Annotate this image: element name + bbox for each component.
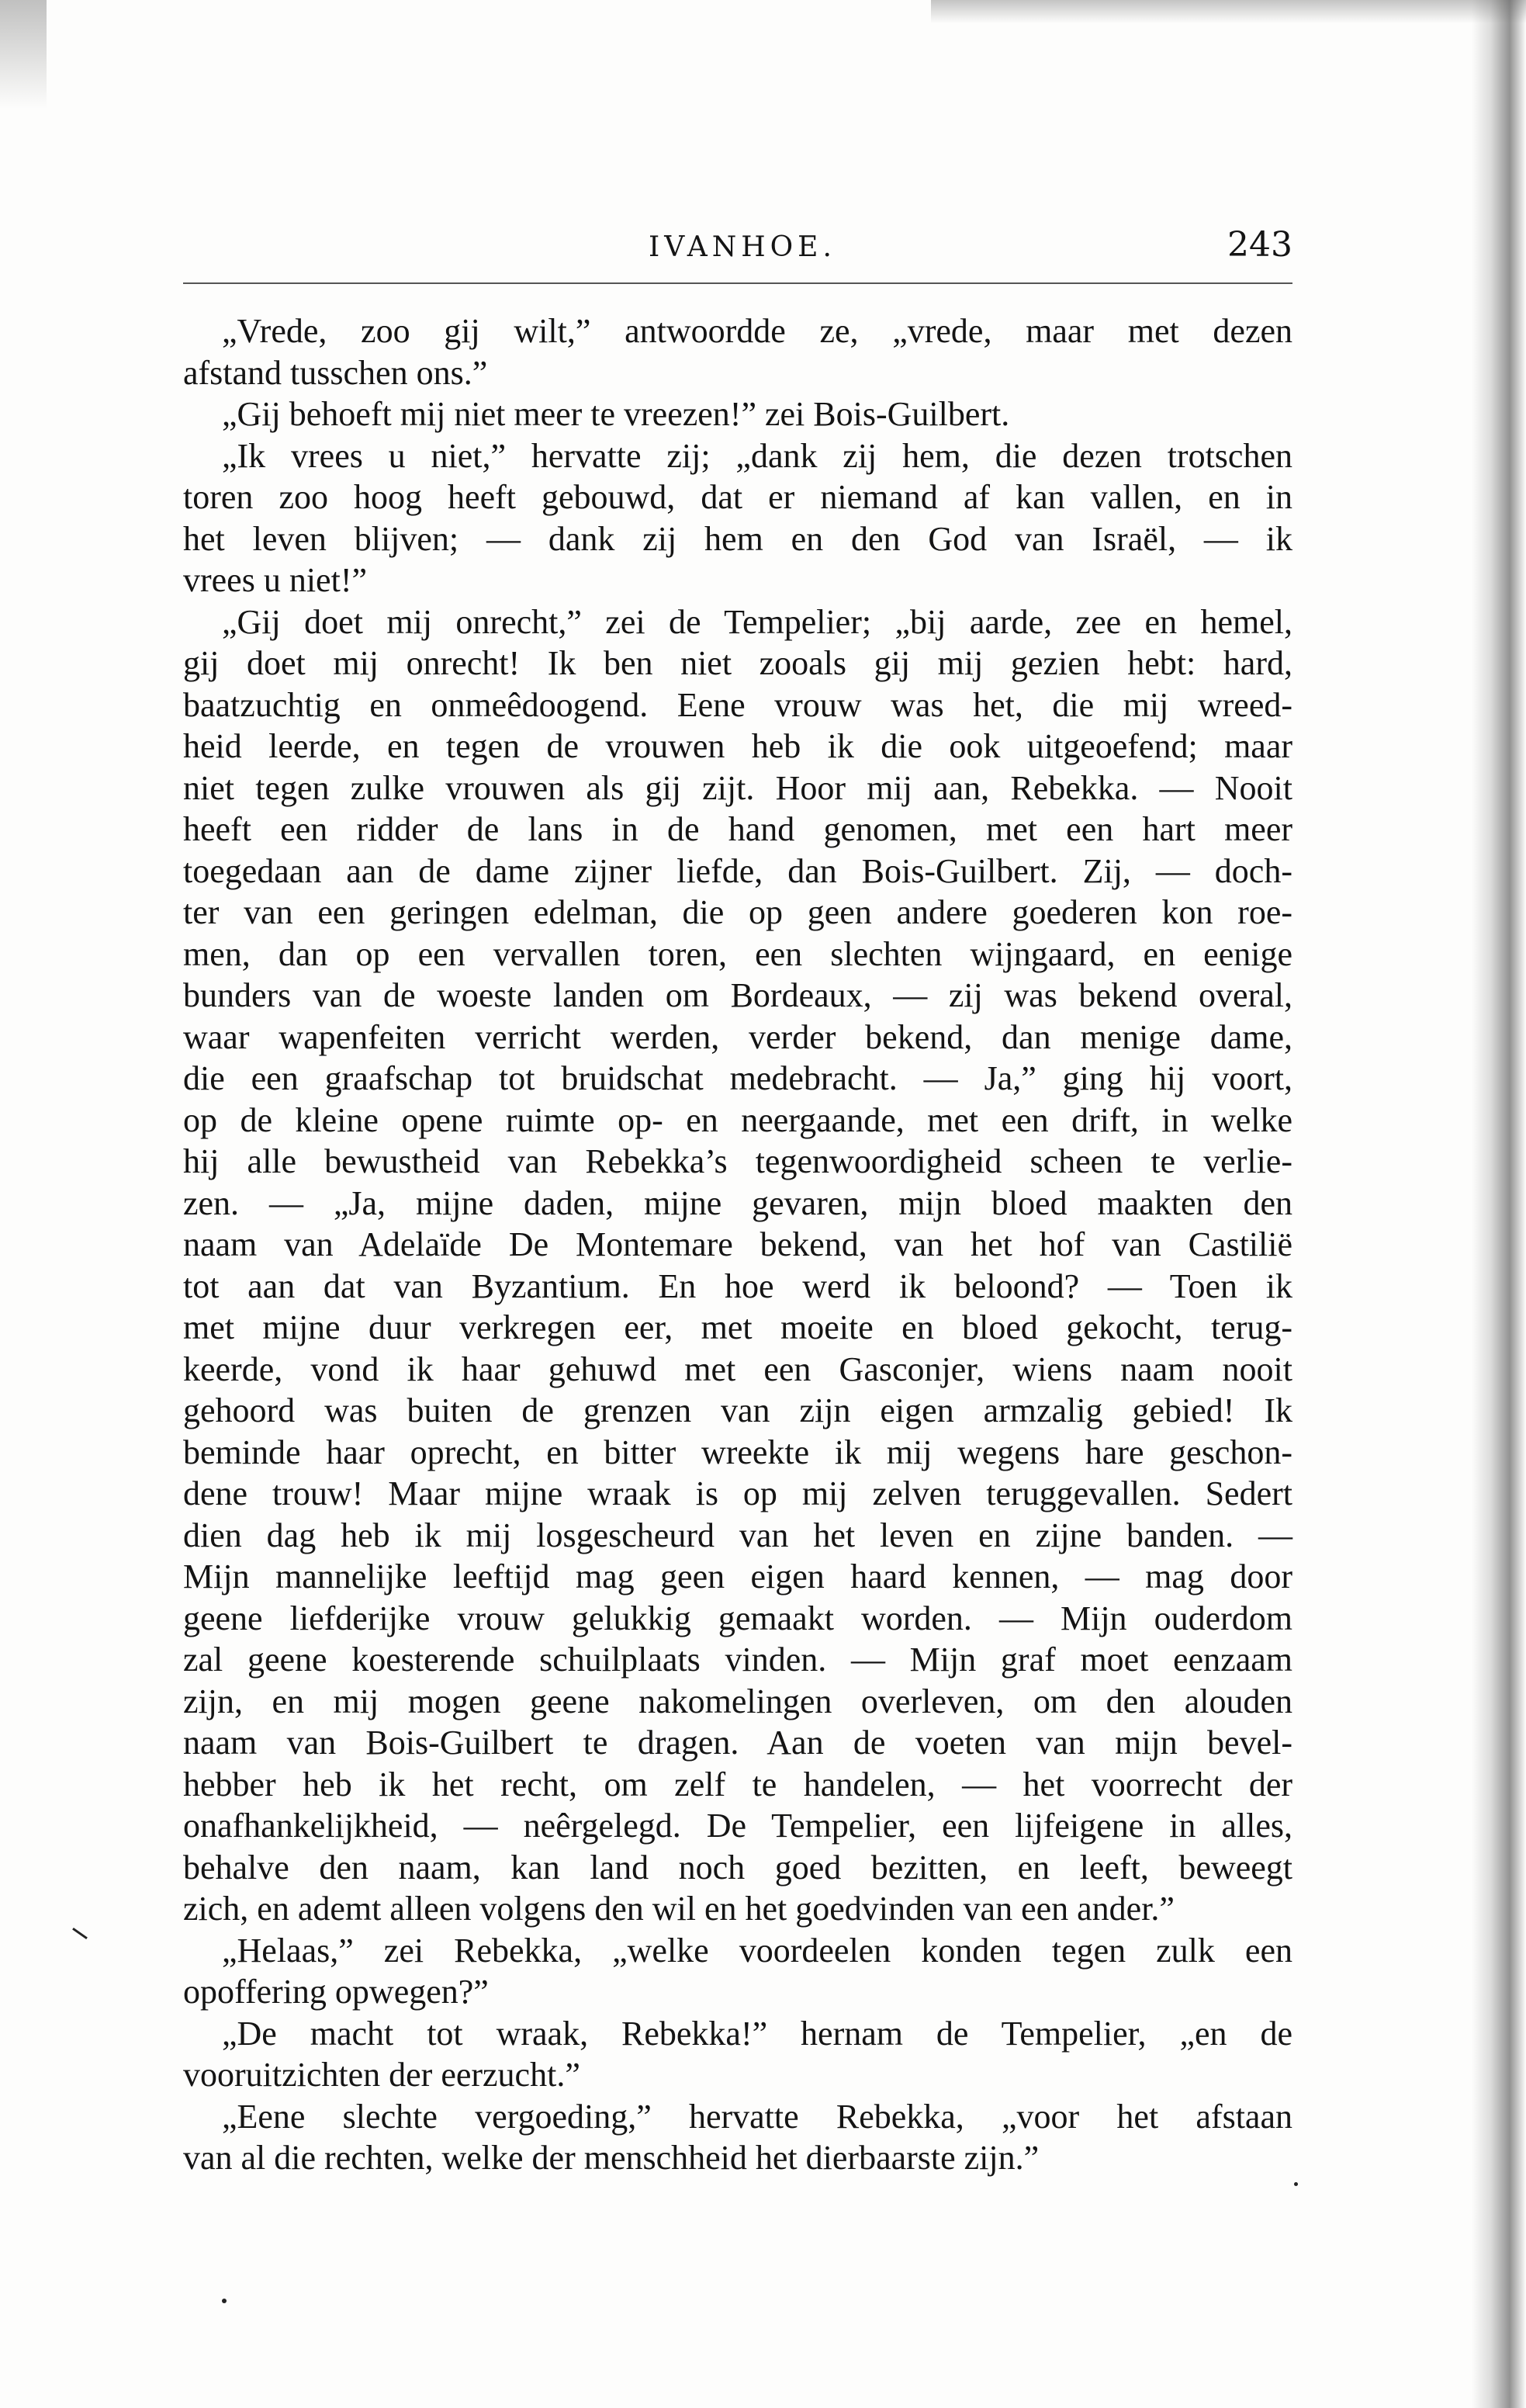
running-title: IVANHOE.	[649, 231, 836, 263]
text-line: „Gij doet mij onrecht,” zei de Tempelier; „bij aarde, zee en hemel,	[222, 602, 1292, 641]
text-line: „Vrede, zoo gij wilt,” antwoordde ze, „vrede, maar met dezen	[222, 312, 1292, 350]
text-line: „Eene slechte vergoeding,” hervatte Rebekka, „voor het afstaan	[222, 2097, 1292, 2136]
text-line: die een graafschap tot bruidschat medebracht. — Ja,” ging hij voort,	[183, 1059, 1292, 1097]
stray-dot	[1294, 2182, 1298, 2186]
scan-corner-noise	[0, 0, 47, 109]
text-line: vooruitzichten der eerzucht.”	[183, 2056, 580, 2094]
text-line: bunders van de woeste landen om Bordeaux, — zij was bekend overal,	[183, 976, 1292, 1014]
scan-top-noise	[931, 0, 1526, 23]
text-line: dien dag heb ik mij losgescheurd van het leven en zijne banden. —	[183, 1516, 1292, 1554]
text-line: van al die rechten, welke der menschheid het dierbaarste zijn.”	[183, 2139, 1040, 2177]
text-line: zijn, en mij mogen geene nakomelingen overleven, om den alouden	[183, 1682, 1292, 1720]
text-line: opoffering opwegen?”	[183, 1973, 489, 2011]
text-line: gij doet mij onrecht! Ik ben niet zooals gij mij gezien hebt: hard,	[183, 644, 1292, 682]
text-line: „De macht tot wraak, Rebekka!” hernam de Tempelier, „en de	[222, 2014, 1292, 2053]
text-line: hij alle bewustheid van Rebekka’s tegenwoordigheid scheen te verlie-	[183, 1142, 1292, 1180]
text-line: men, dan op een vervallen toren, een slechten wijngaard, en eenige	[183, 934, 1292, 973]
text-line: niet tegen zulke vrouwen als gij zijt. Hoor mij aan, Rebekka. — Nooit	[183, 768, 1292, 807]
text-line: heid leerde, en tegen de vrouwen heb ik die ook uitgeoefend; maar	[183, 727, 1292, 765]
stray-dot	[222, 2299, 227, 2303]
text-line: toegedaan aan de dame zijner liefde, dan Bois-Guilbert. Zij, — doch-	[183, 851, 1292, 890]
text-line: hebber heb ik het recht, om zelf te handelen, — het voorrecht der	[183, 1765, 1292, 1803]
text-line: geene liefderijke vrouw gelukkig gemaakt worden. — Mijn ouderdom	[183, 1599, 1292, 1637]
header-rule	[183, 282, 1292, 284]
text-line: gehoord was buiten de grenzen van zijn eigen armzalig gebied! Ik	[183, 1391, 1292, 1429]
text-line: dene trouw! Maar mijne wraak is op mij zelven teruggevallen. Sedert	[183, 1474, 1292, 1512]
text-line: onafhankelijkheid, — neêrgelegd. De Tempelier, een lijfeigene in alles,	[183, 1807, 1292, 1845]
text-line: beminde haar oprecht, en bitter wreekte ik mij wegens hare geschon-	[183, 1433, 1292, 1471]
text-line: tot aan dat van Byzantium. En hoe werd ik beloond? — Toen ik	[183, 1266, 1292, 1305]
text-line: baatzuchtig en onmeêdoogend. Eene vrouw was het, die mij wreed-	[183, 685, 1292, 724]
text-line: „Helaas,” zei Rebekka, „welke voordeelen konden tegen zulk een	[222, 1931, 1292, 1970]
text-line: met mijne duur verkregen eer, met moeite en bloed gekocht, terug-	[183, 1308, 1292, 1346]
text-line: vrees u niet!”	[183, 561, 367, 599]
page-header	[183, 225, 1292, 272]
text-line: zal geene koesterende schuilplaats vinden. — Mijn graf moet eenzaam	[183, 1641, 1292, 1679]
body-text	[183, 310, 1292, 2179]
text-line: naam van Bois-Guilbert te dragen. Aan de voeten van mijn bevel-	[183, 1724, 1292, 1762]
text-line: afstand tusschen ons.”	[183, 353, 488, 392]
text-line: „Ik vrees u niet,” hervatte zij; „dank zij hem, die dezen trotschen	[222, 436, 1292, 475]
stray-mark	[72, 1928, 88, 1939]
scan-edge-shadow	[1472, 0, 1526, 2408]
text-line: „Gij behoeft mij niet meer te vreezen!” zei Bois-Guilbert.	[222, 395, 1010, 433]
text-line: ter van een geringen edelman, die op geen andere goederen kon roe-	[183, 893, 1292, 931]
text-line: Mijn mannelijke leeftijd mag geen eigen haard kennen, — mag door	[183, 1557, 1292, 1596]
text-line: heeft een ridder de lans in de hand genomen, met een hart meer	[183, 810, 1292, 848]
text-line: zen. — „Ja, mijne daden, mijne gevaren, mijn bloed maakten den	[183, 1183, 1292, 1222]
text-line: waar wapenfeiten verricht werden, verder bekend, dan menige dame,	[183, 1017, 1292, 1056]
text-line: keerde, vond ik haar gehuwd met een Gasconjer, wiens naam nooit	[183, 1350, 1292, 1388]
page-number: 243	[1227, 225, 1292, 265]
text-line: het leven blijven; — dank zij hem en den God van Israël, — ik	[183, 519, 1292, 558]
text-line: op de kleine opene ruimte op- en neergaande, met een drift, in welke	[183, 1100, 1292, 1139]
text-line: zich, en ademt alleen volgens den wil en het goedvinden van een ander.”	[183, 1890, 1175, 1928]
text-line: toren zoo hoog heeft gebouwd, dat er niemand af kan vallen, en in	[183, 478, 1292, 516]
text-line: naam van Adelaïde De Montemare bekend, van het hof van Castilië	[183, 1225, 1292, 1263]
text-line: behalve den naam, kan land noch goed bezitten, en leeft, beweegt	[183, 1848, 1292, 1887]
